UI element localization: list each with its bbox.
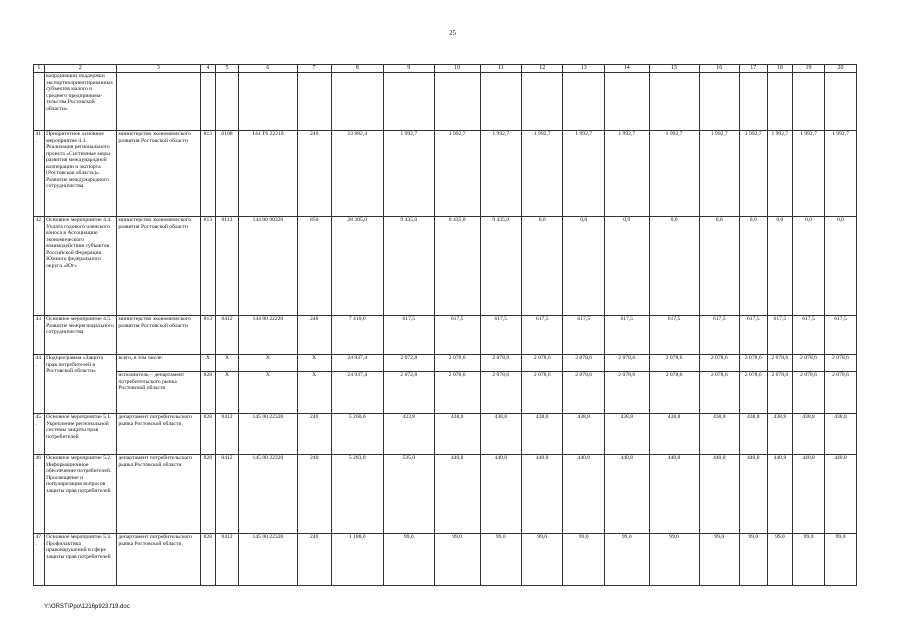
cell-value: 440,8: [604, 455, 649, 534]
cell-value: 0,0: [563, 217, 604, 316]
cell-value: [824, 73, 856, 131]
cell-value: 433,8: [383, 414, 434, 455]
cell-c5: 0412: [215, 316, 238, 355]
cell-value: 2 078,6: [767, 355, 793, 372]
cell-value: 438,8: [521, 414, 562, 455]
cell-c7: 240: [297, 414, 331, 455]
cell-value: 2 078,6: [521, 372, 562, 414]
cell-value: 2 072,8: [383, 355, 434, 372]
cell-value: 617,5: [480, 316, 521, 355]
cell-value: 440,8: [793, 455, 825, 534]
cell-value: 99,0: [739, 534, 767, 586]
column-number: 19: [793, 65, 825, 73]
cell-value: 0,0: [699, 217, 739, 316]
cell-value: 1 992,7: [793, 131, 825, 217]
cell-value: [434, 73, 480, 131]
cell-value: 438,8: [739, 414, 767, 455]
cell-c5: 0113: [215, 217, 238, 316]
cell-value: 2 078,6: [604, 372, 649, 414]
cell-value: 1 188,0: [331, 534, 383, 586]
cell-c7: 240: [297, 131, 331, 217]
cell-value: 440,8: [739, 455, 767, 534]
cell-value: 2 078,6: [563, 355, 604, 372]
cell-c5: [215, 73, 238, 131]
cell-value: 99,0: [649, 534, 699, 586]
cell-value: 2 078,6: [649, 355, 699, 372]
cell-value: 617,5: [767, 316, 793, 355]
cell-value: 2 078,6: [793, 372, 825, 414]
table-row: [34, 217, 857, 316]
cell-c4: 813: [200, 217, 215, 316]
cell-exec: департамент потребительского рынка Ростовской области: [116, 414, 200, 455]
cell-exec: всего, в том числе:: [116, 355, 200, 372]
cell-exec: [116, 73, 200, 131]
cell-value: 2 078,6: [434, 372, 480, 414]
cell-no: [34, 73, 45, 131]
cell-value: 1 992,7: [434, 131, 480, 217]
cell-value: 617,5: [604, 316, 649, 355]
cell-value: 1 992,7: [563, 131, 604, 217]
table-row: [34, 534, 857, 586]
cell-c7: 240: [297, 455, 331, 534]
cell-value: 2 072,8: [383, 372, 434, 414]
cell-value: 1 992,7: [739, 131, 767, 217]
cell-value: 24 937,4: [331, 372, 383, 414]
cell-value: [699, 73, 739, 131]
cell-value: 2 078,6: [699, 355, 739, 372]
cell-value: [521, 73, 562, 131]
cell-name: Приоритетное основное мероприятие 4.3. Реализация регионального проекта «Системные меры развития международной кооперации и экспорта (Ростовская область)». Развитие международного сотрудничества: [44, 131, 116, 217]
cell-value: 5 283,8: [331, 455, 383, 534]
cell-value: [331, 73, 383, 131]
column-number: 12: [521, 65, 562, 73]
cell-value: 2 078,6: [739, 355, 767, 372]
table-row: [34, 372, 857, 414]
column-number: 15: [649, 65, 699, 73]
cell-exec: министерство экономического развития Ростовской области: [116, 217, 200, 316]
cell-value: 1 992,7: [767, 131, 793, 217]
page-number: 25: [449, 29, 456, 37]
cell-c7: 240: [297, 316, 331, 355]
cell-value: 99,0: [521, 534, 562, 586]
cell-value: 1 992,7: [824, 131, 856, 217]
cell-c4: 813: [200, 316, 215, 355]
cell-value: 2 078,6: [739, 372, 767, 414]
column-number: 5: [215, 65, 238, 73]
cell-value: 2 078,6: [767, 372, 793, 414]
cell-value: 438,8: [767, 414, 793, 455]
cell-value: 2 078,6: [793, 355, 825, 372]
cell-c6: [239, 73, 297, 131]
cell-value: 617,5: [383, 316, 434, 355]
column-number: 16: [699, 65, 739, 73]
cell-value: [739, 73, 767, 131]
cell-value: 438,8: [563, 414, 604, 455]
cell-value: 99,0: [767, 534, 793, 586]
cell-value: 2 078,6: [434, 355, 480, 372]
cell-value: 2 078,6: [480, 372, 521, 414]
cell-c5: 0412: [215, 414, 238, 455]
table-row: [34, 316, 857, 355]
cell-c4: 813: [200, 131, 215, 217]
cell-value: 2 078,6: [563, 372, 604, 414]
cell-value: 440,8: [434, 455, 480, 534]
cell-c5: 0412: [215, 534, 238, 586]
cell-exec: департамент потребительского рынка Ростовской области: [116, 534, 200, 586]
cell-c5: 0412: [215, 455, 238, 534]
cell-value: [480, 73, 521, 131]
cell-c7: 850: [297, 217, 331, 316]
cell-exec: исполнитель – департамент потребительского рынка Ростовской области: [116, 372, 200, 414]
cell-value: 5 260,6: [331, 414, 383, 455]
cell-value: 617,5: [649, 316, 699, 355]
cell-no: 43.: [34, 316, 45, 355]
cell-value: 438,8: [699, 414, 739, 455]
column-number: 4: [200, 65, 215, 73]
cell-value: 0,0: [604, 217, 649, 316]
cell-value: 440,8: [649, 455, 699, 534]
cell-value: 99,0: [563, 534, 604, 586]
cell-value: 28 305,0: [331, 217, 383, 316]
cell-value: 7 410,0: [331, 316, 383, 355]
cell-c5: Х: [215, 372, 238, 414]
cell-name: Основное мероприятие 5.2. Информационное обеспечение потребителей. Просвещение и популяризация вопросов защиты прав потребителей: [44, 455, 116, 534]
cell-c6: 144 Т6 22210: [239, 131, 297, 217]
cell-c4: 828: [200, 534, 215, 586]
column-number: 20: [824, 65, 856, 73]
cell-value: 24 937,4: [331, 355, 383, 372]
cell-value: 535,0: [383, 455, 434, 534]
cell-no: 46.: [34, 455, 45, 534]
cell-value: 99,0: [824, 534, 856, 586]
cell-c6: Х: [239, 355, 297, 372]
cell-c4: 828: [200, 414, 215, 455]
cell-name: Основное мероприятие 5.1. Укрепление региональной системы защиты прав потребителей: [44, 414, 116, 455]
cell-value: 2 078,6: [521, 355, 562, 372]
column-number: 10: [434, 65, 480, 73]
cell-value: 0,0: [793, 217, 825, 316]
cell-value: 0,0: [521, 217, 562, 316]
cell-c6: 145 00 22320: [239, 534, 297, 586]
cell-name: Основное мероприятие 4.4. Уплата годового членского взноса в Ассоциацию экономического взаимодействия субъектов Российской Федерации Южного федерального округа «Юг»: [44, 217, 116, 316]
cell-c5: Х: [215, 355, 238, 372]
cell-value: 440,8: [521, 455, 562, 534]
cell-c6: 144 00 90320: [239, 217, 297, 316]
cell-value: 1 992,7: [480, 131, 521, 217]
cell-value: 2 078,6: [824, 355, 856, 372]
cell-value: [767, 73, 793, 131]
cell-value: 99,0: [793, 534, 825, 586]
cell-value: [793, 73, 825, 131]
column-number: 9: [383, 65, 434, 73]
cell-value: 617,5: [739, 316, 767, 355]
cell-value: 440,8: [699, 455, 739, 534]
cell-value: 23 882,4: [331, 131, 383, 217]
cell-value: [383, 73, 434, 131]
cell-value: 440,8: [480, 455, 521, 534]
cell-value: 99,0: [604, 534, 649, 586]
cell-value: 2 078,6: [649, 372, 699, 414]
cell-value: 617,5: [699, 316, 739, 355]
cell-value: 440,8: [563, 455, 604, 534]
cell-c6: Х: [239, 372, 297, 414]
cell-value: 9 435,0: [383, 217, 434, 316]
budget-table: [33, 64, 857, 586]
cell-value: [649, 73, 699, 131]
cell-value: 617,5: [563, 316, 604, 355]
cell-value: 9 435,0: [480, 217, 521, 316]
cell-no: 45.: [34, 414, 45, 455]
cell-c7: Х: [297, 355, 331, 372]
column-number: 1: [34, 65, 45, 73]
cell-no: 41.: [34, 131, 45, 217]
cell-c4: 828: [200, 455, 215, 534]
cell-c5: 0108: [215, 131, 238, 217]
cell-value: 438,8: [649, 414, 699, 455]
table-row: [34, 455, 857, 534]
column-number: 7: [297, 65, 331, 73]
cell-no: 44.: [34, 355, 45, 414]
cell-c7: 240: [297, 534, 331, 586]
column-number: 11: [480, 65, 521, 73]
cell-c6: 145 00 22320: [239, 455, 297, 534]
cell-value: 0,0: [767, 217, 793, 316]
cell-value: 438,8: [793, 414, 825, 455]
file-path-footer: Y:\ORST\Ppo\1216p923.f19.doc: [44, 604, 130, 610]
cell-name: Основное мероприятие 5.3. Профилактика правонарушений в сфере защиты прав потребителей: [44, 534, 116, 586]
column-number: 8: [331, 65, 383, 73]
cell-no: 47.: [34, 534, 45, 586]
cell-c7: Х: [297, 372, 331, 414]
cell-c6: 145 00 22320: [239, 414, 297, 455]
cell-value: 0,0: [739, 217, 767, 316]
cell-value: 440,8: [767, 455, 793, 534]
cell-c6: 144 00 22220: [239, 316, 297, 355]
cell-no: 42.: [34, 217, 45, 316]
cell-value: 0,0: [649, 217, 699, 316]
table-row: [34, 414, 857, 455]
cell-c7: [297, 73, 331, 131]
cell-name: Основное мероприятие 4.5. Развитие межрегионального сотрудничества: [44, 316, 116, 355]
cell-value: 2 078,6: [699, 372, 739, 414]
cell-value: 2 078,6: [480, 355, 521, 372]
cell-value: 9 435,0: [434, 217, 480, 316]
column-number: 14: [604, 65, 649, 73]
cell-value: 2 078,6: [824, 372, 856, 414]
cell-c4: Х: [200, 355, 215, 372]
cell-value: 617,5: [521, 316, 562, 355]
cell-value: 438,8: [434, 414, 480, 455]
cell-value: 438,8: [480, 414, 521, 455]
cell-c4: 828: [200, 372, 215, 414]
cell-name: Подпрограмма «Защита прав потребителей в Ростовской области»: [44, 355, 116, 414]
cell-value: [604, 73, 649, 131]
cell-value: 617,5: [793, 316, 825, 355]
cell-value: 0,0: [824, 217, 856, 316]
cell-value: 617,5: [824, 316, 856, 355]
column-number: 17: [739, 65, 767, 73]
column-number: 18: [767, 65, 793, 73]
cell-value: 1 992,7: [521, 131, 562, 217]
column-number: 2: [44, 65, 116, 73]
table-row: [34, 73, 857, 131]
cell-value: 99,0: [434, 534, 480, 586]
cell-value: 1 992,7: [699, 131, 739, 217]
cell-value: 440,8: [824, 455, 856, 534]
cell-value: 1 992,7: [383, 131, 434, 217]
cell-exec: министерство экономического развития Ростовской области: [116, 131, 200, 217]
cell-value: [563, 73, 604, 131]
cell-value: 99,0: [699, 534, 739, 586]
table-row: [34, 131, 857, 217]
cell-exec: министерство экономического развития Ростовской области: [116, 316, 200, 355]
cell-name: координации поддержки экспортноориентированных субъектов малого и среднего предпринима-тельства Ростовской области»: [44, 73, 116, 131]
cell-value: 99,0: [383, 534, 434, 586]
cell-value: 617,5: [434, 316, 480, 355]
column-number: 6: [239, 65, 297, 73]
column-number: 13: [563, 65, 604, 73]
column-number: 3: [116, 65, 200, 73]
cell-value: 438,8: [824, 414, 856, 455]
table-row: [34, 355, 857, 372]
cell-value: 1 992,7: [649, 131, 699, 217]
column-number-row: [34, 65, 857, 73]
cell-value: 99,0: [480, 534, 521, 586]
cell-value: 438,8: [604, 414, 649, 455]
cell-value: 1 992,7: [604, 131, 649, 217]
cell-value: 2 078,6: [604, 355, 649, 372]
cell-c4: [200, 73, 215, 131]
cell-exec: департамент потребительского рынка Ростовской области: [116, 455, 200, 534]
